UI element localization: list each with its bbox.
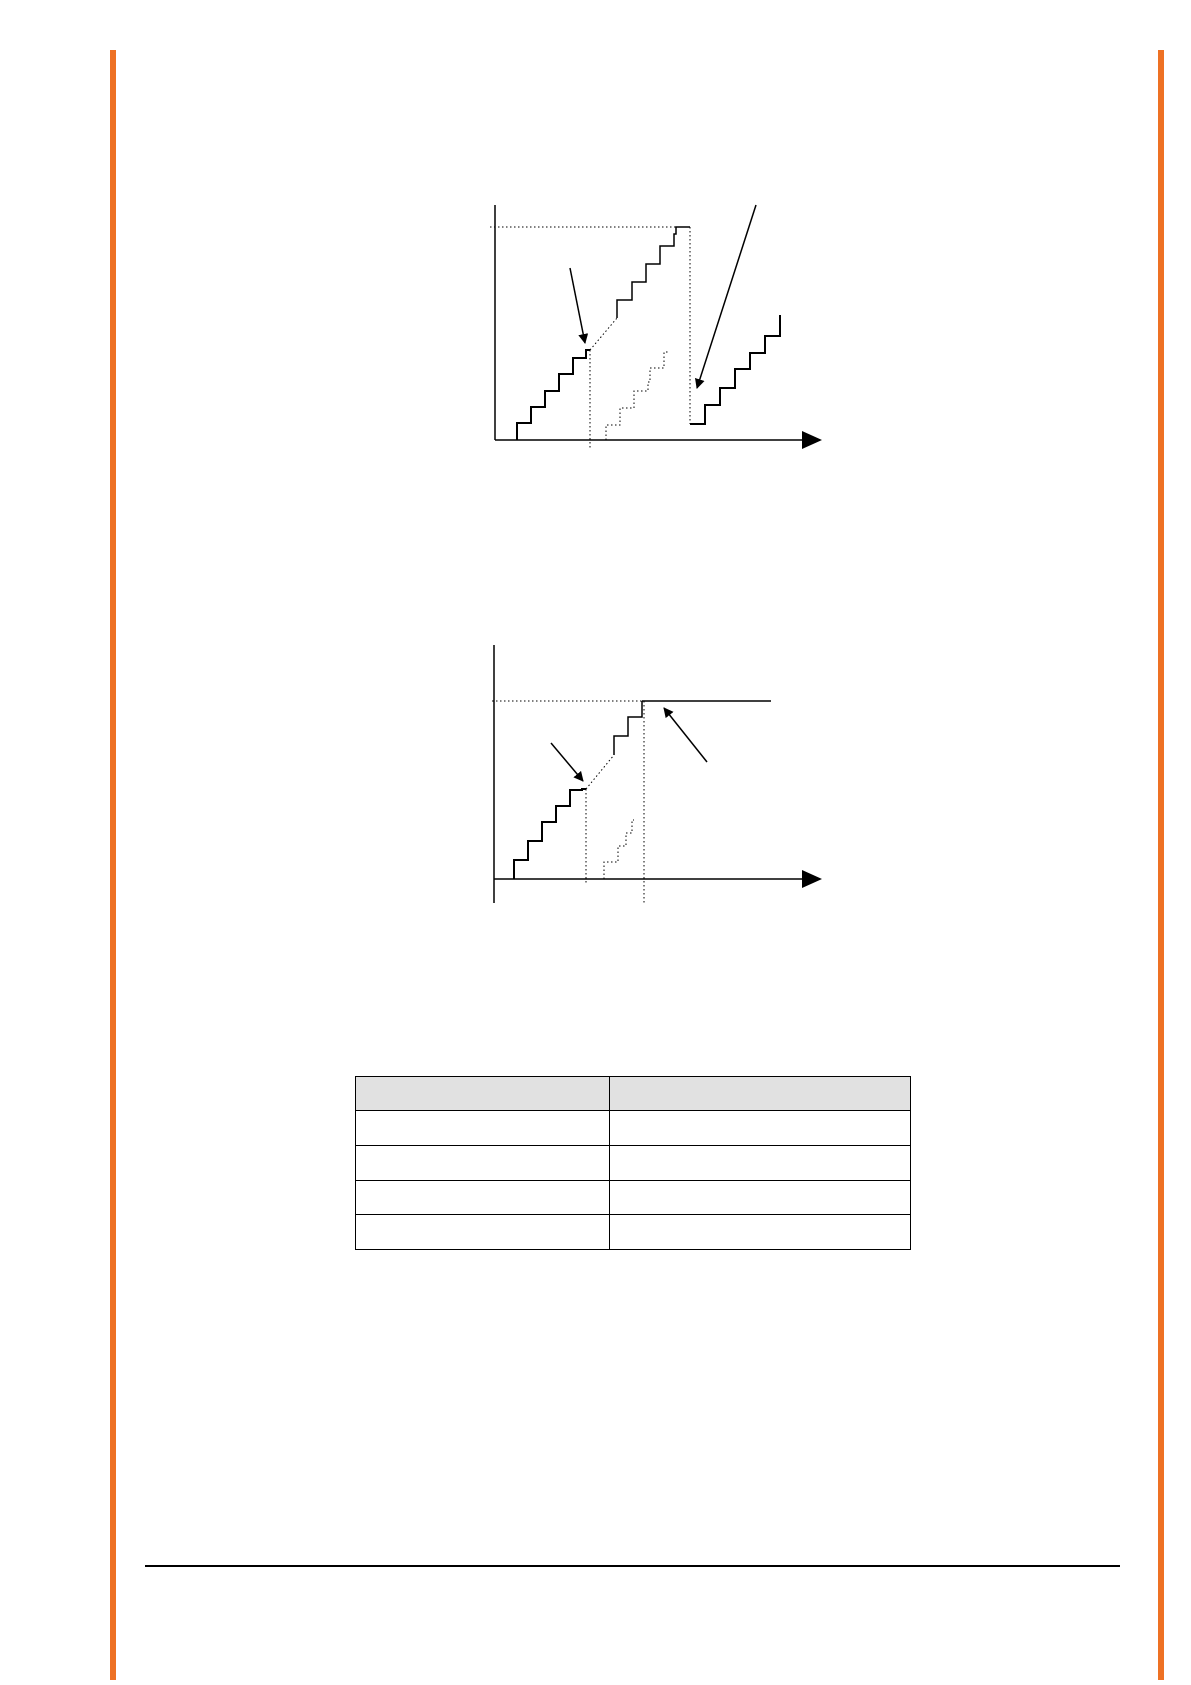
- table-cell: [610, 1180, 911, 1215]
- table-cell: [610, 1215, 911, 1250]
- table-row: [356, 1180, 911, 1215]
- parameter-table: [355, 1076, 911, 1250]
- ramp-dotted-line: [586, 755, 614, 789]
- table-cell: [356, 1111, 610, 1146]
- table-cell: [610, 1145, 911, 1180]
- pointer-arrow-left: [551, 743, 583, 781]
- lower-dotted-staircase: [604, 820, 634, 879]
- pointer-arrow-right: [664, 708, 707, 762]
- table-cell: [356, 1215, 610, 1250]
- footer-rule: [145, 1565, 1120, 1567]
- table-cell: [610, 1111, 911, 1146]
- table-row: [356, 1145, 911, 1180]
- main-staircase: [514, 789, 586, 879]
- table-row: [356, 1111, 911, 1146]
- table-header-cell: [610, 1077, 911, 1111]
- table-header-cell: [356, 1077, 610, 1111]
- table-cell: [356, 1145, 610, 1180]
- table-row: [356, 1215, 911, 1250]
- upper-staircase: [614, 701, 642, 755]
- table-cell: [356, 1180, 610, 1215]
- table-header-row: [356, 1077, 911, 1111]
